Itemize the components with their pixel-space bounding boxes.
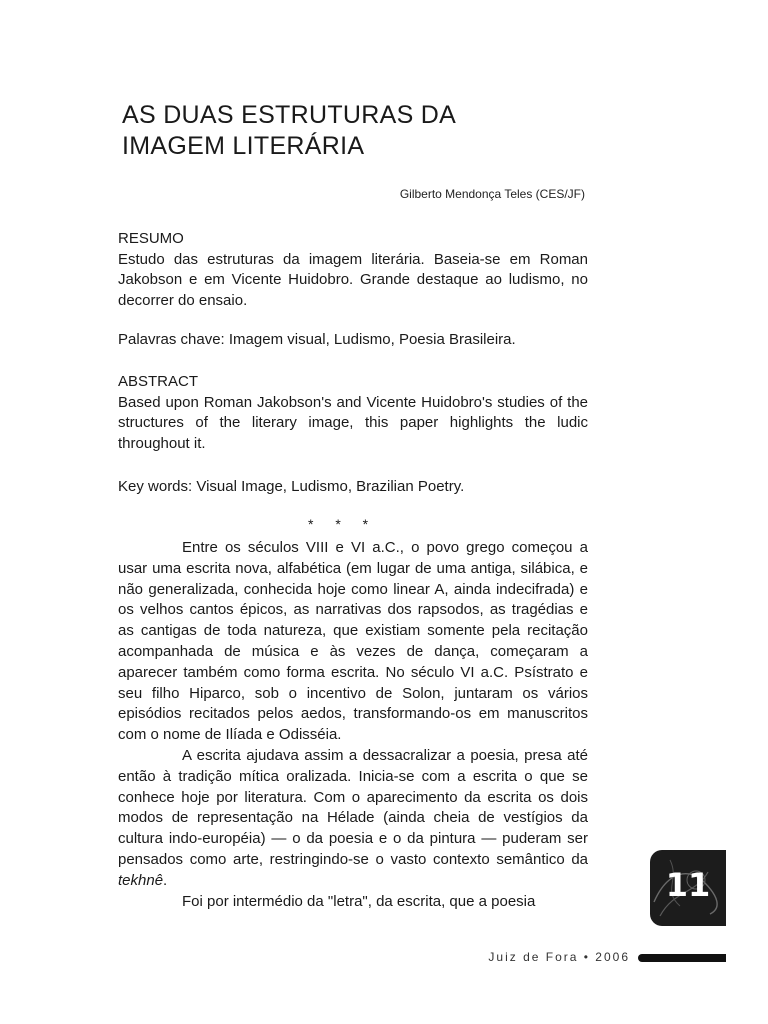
paragraph-3: Foi por intermédio da "letra", da escrita, que a poesia xyxy=(182,892,536,910)
resumo-section xyxy=(118,229,588,312)
abstract-label: ABSTRACT xyxy=(118,373,199,390)
palavras-chave: Palavras chave: Imagem visual, Ludismo, Poesia Brasileira. xyxy=(118,331,516,348)
paragraph-2-text: A escrita ajudava assim a dessacralizar a poesia, presa até então à tradição mítica oralizada. Inicia-se com a escrita o que se conhece hoje por literatura. Com o aparecimento da escrita os dois modos de representação na Hélade (ainda cheia de vestígios da cultura indo-européia) — o da poesia e o da pintura — puderam ser pensados como arte, restringindo-se o vasto contexto semântico da xyxy=(118,746,588,868)
abstract-text: Based upon Roman Jakobson's and Vicente Huidobro's studies of the structures of the literary image, this paper highlights the ludic throughout it. xyxy=(118,393,588,453)
author-line: Gilberto Mendonça Teles (CES/JF) xyxy=(399,187,585,201)
key-words: Key words: Visual Image, Ludismo, Brazilian Poetry. xyxy=(118,478,465,495)
title-line-1: AS DUAS ESTRUTURAS DA xyxy=(122,101,457,129)
article-body xyxy=(118,538,588,912)
title-line-2: IMAGEM LITERÁRIA xyxy=(122,132,365,160)
article-title xyxy=(122,100,602,162)
paragraph-2 xyxy=(118,746,588,892)
page-number-tab xyxy=(650,850,726,926)
resumo-text: Estudo das estruturas da imagem literária. Baseia-se em Roman Jakobson e em Vicente Huidobro. Grande destaque ao ludismo, no decorrer do ensaio. xyxy=(118,250,588,310)
section-separator: * * * xyxy=(308,516,369,532)
resumo-label: RESUMO xyxy=(118,230,184,247)
paragraph-1: Entre os séculos VIII e VI a.C., o povo grego começou a usar uma escrita nova, alfabética (em lugar de uma antiga, silábica, e não generalizada, conhecida hoje como linear A, ainda indecifrada) e os velhos cantos épicos, as narrativas dos rapsodos, as tragédias e as cantigas de toda natureza, que existiam somente pela recitação acompanhada de música e às vezes de dança, começaram a aparecer também como forma escrita. No século VI a.C. Psístrato e seu filho Hiparco, sob o incentivo de Solon, juntaram os vários episódios recitados pelos aedos, transformando-os em manuscritos com o nome de Ilíada e Odisséia. xyxy=(118,539,588,744)
footer-bar xyxy=(638,954,726,962)
footer-location-year: Juiz de Fora • 2006 xyxy=(488,950,630,964)
paragraph-2-end: . xyxy=(163,871,168,889)
page-number: 11 xyxy=(665,866,711,904)
abstract-section xyxy=(118,372,588,455)
tekhne-term: tekhnê xyxy=(118,871,164,889)
